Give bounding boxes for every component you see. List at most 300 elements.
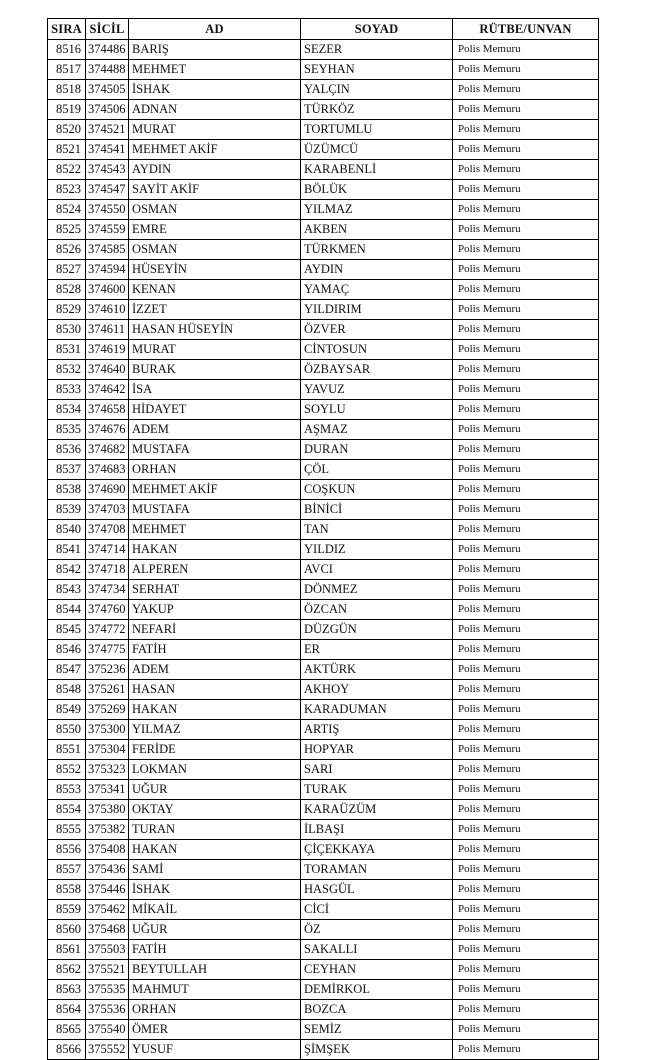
row-sira: 8553 — [48, 780, 86, 800]
row-sira: 8536 — [48, 440, 86, 460]
row-sira: 8518 — [48, 80, 86, 100]
row-ad: HİDAYET — [129, 400, 301, 420]
table-row — [48, 820, 599, 840]
row-ad: İZZET — [129, 300, 301, 320]
table-row — [48, 400, 599, 420]
row-ad: BEYTULLAH — [129, 960, 301, 980]
table-row — [48, 180, 599, 200]
row-sira: 8557 — [48, 860, 86, 880]
row-ad: BURAK — [129, 360, 301, 380]
row-sira: 8540 — [48, 520, 86, 540]
row-rutbe: Polis Memuru — [453, 340, 599, 360]
row-sicil: 374610 — [86, 300, 129, 320]
row-rutbe: Polis Memuru — [453, 380, 599, 400]
table-row — [48, 720, 599, 740]
row-soyad: ÖZVER — [301, 320, 453, 340]
row-sira: 8538 — [48, 480, 86, 500]
row-sira: 8532 — [48, 360, 86, 380]
row-sira: 8563 — [48, 980, 86, 1000]
row-ad: ALPEREN — [129, 560, 301, 580]
row-sicil: 375304 — [86, 740, 129, 760]
row-sira: 8549 — [48, 700, 86, 720]
row-rutbe: Polis Memuru — [453, 760, 599, 780]
table-row — [48, 500, 599, 520]
table-row — [48, 560, 599, 580]
table-row — [48, 600, 599, 620]
table-row — [48, 1040, 599, 1060]
row-rutbe: Polis Memuru — [453, 680, 599, 700]
row-rutbe: Polis Memuru — [453, 500, 599, 520]
row-sira: 8526 — [48, 240, 86, 260]
row-sicil: 375535 — [86, 980, 129, 1000]
row-sira: 8560 — [48, 920, 86, 940]
row-soyad: TÜRKMEN — [301, 240, 453, 260]
row-sira: 8551 — [48, 740, 86, 760]
row-sira: 8537 — [48, 460, 86, 480]
row-sicil: 375323 — [86, 760, 129, 780]
row-sira: 8530 — [48, 320, 86, 340]
row-sicil: 374543 — [86, 160, 129, 180]
row-sira: 8533 — [48, 380, 86, 400]
row-ad: UĞUR — [129, 920, 301, 940]
row-ad: SAYİT AKİF — [129, 180, 301, 200]
row-soyad: TÜRKÖZ — [301, 100, 453, 120]
row-sicil: 375380 — [86, 800, 129, 820]
row-ad: YUSUF — [129, 1040, 301, 1060]
row-ad: HÜSEYİN — [129, 260, 301, 280]
table-row — [48, 1000, 599, 1020]
row-sicil: 375521 — [86, 960, 129, 980]
row-soyad: DÖNMEZ — [301, 580, 453, 600]
row-sira: 8555 — [48, 820, 86, 840]
table-row — [48, 940, 599, 960]
table-row — [48, 460, 599, 480]
row-ad: KENAN — [129, 280, 301, 300]
table-header-row — [48, 19, 599, 40]
row-sicil: 375261 — [86, 680, 129, 700]
row-sicil: 375446 — [86, 880, 129, 900]
row-sicil: 375540 — [86, 1020, 129, 1040]
row-sira: 8517 — [48, 60, 86, 80]
table-row — [48, 520, 599, 540]
row-sira: 8558 — [48, 880, 86, 900]
row-soyad: ŞİMŞEK — [301, 1040, 453, 1060]
row-soyad: YAVUZ — [301, 380, 453, 400]
table-row — [48, 640, 599, 660]
row-sicil: 374505 — [86, 80, 129, 100]
row-ad: EMRE — [129, 220, 301, 240]
table-row — [48, 700, 599, 720]
row-sira: 8552 — [48, 760, 86, 780]
row-sicil: 374760 — [86, 600, 129, 620]
row-sira: 8525 — [48, 220, 86, 240]
row-ad: HAKAN — [129, 540, 301, 560]
table-row — [48, 100, 599, 120]
row-sira: 8545 — [48, 620, 86, 640]
row-rutbe: Polis Memuru — [453, 800, 599, 820]
row-rutbe: Polis Memuru — [453, 160, 599, 180]
table-row — [48, 200, 599, 220]
row-sicil: 375408 — [86, 840, 129, 860]
row-sira: 8550 — [48, 720, 86, 740]
row-soyad: YILDIRIM — [301, 300, 453, 320]
row-rutbe: Polis Memuru — [453, 300, 599, 320]
row-ad: BARIŞ — [129, 40, 301, 60]
row-rutbe: Polis Memuru — [453, 660, 599, 680]
row-ad: FATİH — [129, 940, 301, 960]
row-sira: 8524 — [48, 200, 86, 220]
row-sira: 8566 — [48, 1040, 86, 1060]
row-rutbe: Polis Memuru — [453, 1000, 599, 1020]
row-rutbe: Polis Memuru — [453, 120, 599, 140]
row-sira: 8541 — [48, 540, 86, 560]
row-sicil: 374521 — [86, 120, 129, 140]
table-row — [48, 300, 599, 320]
row-sicil: 375341 — [86, 780, 129, 800]
row-sicil: 374642 — [86, 380, 129, 400]
row-sicil: 375536 — [86, 1000, 129, 1020]
table-row — [48, 260, 599, 280]
row-rutbe: Polis Memuru — [453, 960, 599, 980]
row-soyad: KARAÜZÜM — [301, 800, 453, 820]
column-header-ad: AD — [129, 19, 301, 40]
row-rutbe: Polis Memuru — [453, 600, 599, 620]
row-ad: UĞUR — [129, 780, 301, 800]
row-sicil: 374600 — [86, 280, 129, 300]
row-sicil: 374559 — [86, 220, 129, 240]
row-rutbe: Polis Memuru — [453, 1020, 599, 1040]
row-sira: 8522 — [48, 160, 86, 180]
row-rutbe: Polis Memuru — [453, 840, 599, 860]
table-row — [48, 540, 599, 560]
row-rutbe: Polis Memuru — [453, 520, 599, 540]
row-sira: 8546 — [48, 640, 86, 660]
row-sicil: 375300 — [86, 720, 129, 740]
row-rutbe: Polis Memuru — [453, 980, 599, 1000]
row-sicil: 374714 — [86, 540, 129, 560]
row-soyad: TURAK — [301, 780, 453, 800]
row-soyad: ÇÖL — [301, 460, 453, 480]
table-row — [48, 580, 599, 600]
row-soyad: SARI — [301, 760, 453, 780]
row-sicil: 374772 — [86, 620, 129, 640]
row-soyad: CEYHAN — [301, 960, 453, 980]
row-ad: YAKUP — [129, 600, 301, 620]
table-row — [48, 360, 599, 380]
row-rutbe: Polis Memuru — [453, 360, 599, 380]
row-soyad: HOPYAR — [301, 740, 453, 760]
row-sira: 8523 — [48, 180, 86, 200]
row-ad: SAMİ — [129, 860, 301, 880]
row-soyad: AKTÜRK — [301, 660, 453, 680]
row-soyad: BİNİCİ — [301, 500, 453, 520]
row-sira: 8559 — [48, 900, 86, 920]
row-sicil: 374718 — [86, 560, 129, 580]
row-sira: 8529 — [48, 300, 86, 320]
table-row — [48, 120, 599, 140]
table-row — [48, 160, 599, 180]
table-row — [48, 620, 599, 640]
row-rutbe: Polis Memuru — [453, 240, 599, 260]
table-row — [48, 60, 599, 80]
row-ad: HASAN HÜSEYİN — [129, 320, 301, 340]
row-sira: 8548 — [48, 680, 86, 700]
row-soyad: CİCİ — [301, 900, 453, 920]
row-ad: MEHMET AKİF — [129, 480, 301, 500]
table-row — [48, 920, 599, 940]
table-row — [48, 480, 599, 500]
row-rutbe: Polis Memuru — [453, 460, 599, 480]
table-row — [48, 420, 599, 440]
row-sira: 8531 — [48, 340, 86, 360]
row-soyad: TORTUMLU — [301, 120, 453, 140]
row-rutbe: Polis Memuru — [453, 820, 599, 840]
table-row — [48, 780, 599, 800]
row-rutbe: Polis Memuru — [453, 100, 599, 120]
row-sicil: 374594 — [86, 260, 129, 280]
row-sira: 8561 — [48, 940, 86, 960]
row-soyad: ÖZBAYSAR — [301, 360, 453, 380]
row-soyad: CİNTOSUN — [301, 340, 453, 360]
row-soyad: TAN — [301, 520, 453, 540]
row-ad: ADNAN — [129, 100, 301, 120]
row-rutbe: Polis Memuru — [453, 700, 599, 720]
row-ad: TURAN — [129, 820, 301, 840]
row-sicil: 374486 — [86, 40, 129, 60]
table-row — [48, 440, 599, 460]
row-sicil: 375468 — [86, 920, 129, 940]
row-ad: HAKAN — [129, 840, 301, 860]
row-rutbe: Polis Memuru — [453, 900, 599, 920]
table-header — [48, 19, 599, 40]
table-row — [48, 320, 599, 340]
personnel-roster-table — [47, 18, 599, 1060]
row-sicil: 374488 — [86, 60, 129, 80]
row-ad: OKTAY — [129, 800, 301, 820]
row-sira: 8564 — [48, 1000, 86, 1020]
row-rutbe: Polis Memuru — [453, 40, 599, 60]
row-ad: ÖMER — [129, 1020, 301, 1040]
column-header-sicil: SİCİL — [86, 19, 129, 40]
table-row — [48, 1020, 599, 1040]
table-row — [48, 220, 599, 240]
row-ad: OSMAN — [129, 240, 301, 260]
table-row — [48, 740, 599, 760]
table-row — [48, 960, 599, 980]
row-rutbe: Polis Memuru — [453, 180, 599, 200]
row-sira: 8521 — [48, 140, 86, 160]
row-rutbe: Polis Memuru — [453, 540, 599, 560]
row-soyad: BOZCA — [301, 1000, 453, 1020]
row-ad: İSA — [129, 380, 301, 400]
row-sira: 8547 — [48, 660, 86, 680]
row-sicil: 374703 — [86, 500, 129, 520]
table-row — [48, 860, 599, 880]
row-sira: 8544 — [48, 600, 86, 620]
row-ad: ADEM — [129, 660, 301, 680]
row-ad: ADEM — [129, 420, 301, 440]
row-sicil: 374541 — [86, 140, 129, 160]
row-ad: YILMAZ — [129, 720, 301, 740]
table-row — [48, 240, 599, 260]
row-soyad: TORAMAN — [301, 860, 453, 880]
row-soyad: SEMİZ — [301, 1020, 453, 1040]
row-rutbe: Polis Memuru — [453, 920, 599, 940]
row-rutbe: Polis Memuru — [453, 440, 599, 460]
table-row — [48, 760, 599, 780]
row-sira: 8528 — [48, 280, 86, 300]
row-soyad: YILDIZ — [301, 540, 453, 560]
row-sira: 8539 — [48, 500, 86, 520]
row-sira: 8527 — [48, 260, 86, 280]
row-soyad: ARTIŞ — [301, 720, 453, 740]
row-ad: ORHAN — [129, 1000, 301, 1020]
table-row — [48, 380, 599, 400]
row-ad: ORHAN — [129, 460, 301, 480]
table-row — [48, 660, 599, 680]
row-rutbe: Polis Memuru — [453, 320, 599, 340]
row-ad: MUSTAFA — [129, 440, 301, 460]
table-row — [48, 340, 599, 360]
column-header-rutbe: RÜTBE/UNVAN — [453, 19, 599, 40]
table-body — [48, 40, 599, 1060]
row-rutbe: Polis Memuru — [453, 880, 599, 900]
row-sicil: 374658 — [86, 400, 129, 420]
table-row — [48, 680, 599, 700]
table-row — [48, 280, 599, 300]
table-row — [48, 880, 599, 900]
row-sicil: 375236 — [86, 660, 129, 680]
row-sicil: 374640 — [86, 360, 129, 380]
row-rutbe: Polis Memuru — [453, 720, 599, 740]
row-rutbe: Polis Memuru — [453, 560, 599, 580]
row-soyad: İLBAŞI — [301, 820, 453, 840]
row-soyad: DURAN — [301, 440, 453, 460]
table-row — [48, 840, 599, 860]
row-sicil: 374775 — [86, 640, 129, 660]
row-rutbe: Polis Memuru — [453, 740, 599, 760]
row-sicil: 374619 — [86, 340, 129, 360]
row-sicil: 374547 — [86, 180, 129, 200]
row-soyad: YAMAÇ — [301, 280, 453, 300]
row-rutbe: Polis Memuru — [453, 620, 599, 640]
row-soyad: ÖZ — [301, 920, 453, 940]
row-ad: İSHAK — [129, 880, 301, 900]
row-sira: 8554 — [48, 800, 86, 820]
row-sicil: 374611 — [86, 320, 129, 340]
row-sira: 8534 — [48, 400, 86, 420]
row-ad: MEHMET — [129, 520, 301, 540]
row-soyad: AVCI — [301, 560, 453, 580]
column-header-sira: SIRA — [48, 19, 86, 40]
row-ad: MİKAİL — [129, 900, 301, 920]
row-soyad: AŞMAZ — [301, 420, 453, 440]
row-soyad: DÜZGÜN — [301, 620, 453, 640]
row-rutbe: Polis Memuru — [453, 940, 599, 960]
row-ad: HASAN — [129, 680, 301, 700]
row-soyad: YALÇIN — [301, 80, 453, 100]
row-sicil: 375382 — [86, 820, 129, 840]
row-sira: 8565 — [48, 1020, 86, 1040]
row-soyad: SEZER — [301, 40, 453, 60]
row-soyad: ÇİÇEKKAYA — [301, 840, 453, 860]
row-soyad: SOYLU — [301, 400, 453, 420]
row-soyad: AYDIN — [301, 260, 453, 280]
row-rutbe: Polis Memuru — [453, 260, 599, 280]
row-sira: 8556 — [48, 840, 86, 860]
row-sira: 8516 — [48, 40, 86, 60]
row-sira: 8562 — [48, 960, 86, 980]
row-ad: NEFARİ — [129, 620, 301, 640]
row-sicil: 375503 — [86, 940, 129, 960]
row-soyad: HASGÜL — [301, 880, 453, 900]
row-rutbe: Polis Memuru — [453, 580, 599, 600]
column-header-soyad: SOYAD — [301, 19, 453, 40]
row-ad: FERİDE — [129, 740, 301, 760]
table-row — [48, 140, 599, 160]
row-sira: 8542 — [48, 560, 86, 580]
row-sicil: 375269 — [86, 700, 129, 720]
row-soyad: SEYHAN — [301, 60, 453, 80]
row-rutbe: Polis Memuru — [453, 60, 599, 80]
row-rutbe: Polis Memuru — [453, 1040, 599, 1060]
row-sicil: 375436 — [86, 860, 129, 880]
row-soyad: ÜZÜMCÜ — [301, 140, 453, 160]
row-ad: FATİH — [129, 640, 301, 660]
row-soyad: YILMAZ — [301, 200, 453, 220]
row-ad: MURAT — [129, 120, 301, 140]
row-sira: 8519 — [48, 100, 86, 120]
row-soyad: KARABENLİ — [301, 160, 453, 180]
row-soyad: DEMİRKOL — [301, 980, 453, 1000]
row-sicil: 374682 — [86, 440, 129, 460]
row-soyad: AKBEN — [301, 220, 453, 240]
row-ad: MUSTAFA — [129, 500, 301, 520]
row-sira: 8543 — [48, 580, 86, 600]
row-rutbe: Polis Memuru — [453, 140, 599, 160]
row-ad: MEHMET — [129, 60, 301, 80]
row-ad: İSHAK — [129, 80, 301, 100]
row-soyad: SAKALLI — [301, 940, 453, 960]
row-rutbe: Polis Memuru — [453, 200, 599, 220]
row-rutbe: Polis Memuru — [453, 80, 599, 100]
row-sicil: 374690 — [86, 480, 129, 500]
row-rutbe: Polis Memuru — [453, 220, 599, 240]
row-soyad: AKHOY — [301, 680, 453, 700]
row-soyad: BÖLÜK — [301, 180, 453, 200]
row-ad: SERHAT — [129, 580, 301, 600]
row-rutbe: Polis Memuru — [453, 640, 599, 660]
row-sira: 8520 — [48, 120, 86, 140]
row-sicil: 374585 — [86, 240, 129, 260]
row-sicil: 374708 — [86, 520, 129, 540]
row-ad: MEHMET AKİF — [129, 140, 301, 160]
table-row — [48, 40, 599, 60]
row-ad: LOKMAN — [129, 760, 301, 780]
row-soyad: ÖZCAN — [301, 600, 453, 620]
row-rutbe: Polis Memuru — [453, 400, 599, 420]
row-sicil: 375462 — [86, 900, 129, 920]
row-sira: 8535 — [48, 420, 86, 440]
table-row — [48, 980, 599, 1000]
table-row — [48, 80, 599, 100]
row-ad: MURAT — [129, 340, 301, 360]
row-sicil: 374676 — [86, 420, 129, 440]
table-row — [48, 900, 599, 920]
row-ad: AYDIN — [129, 160, 301, 180]
row-rutbe: Polis Memuru — [453, 480, 599, 500]
row-ad: MAHMUT — [129, 980, 301, 1000]
